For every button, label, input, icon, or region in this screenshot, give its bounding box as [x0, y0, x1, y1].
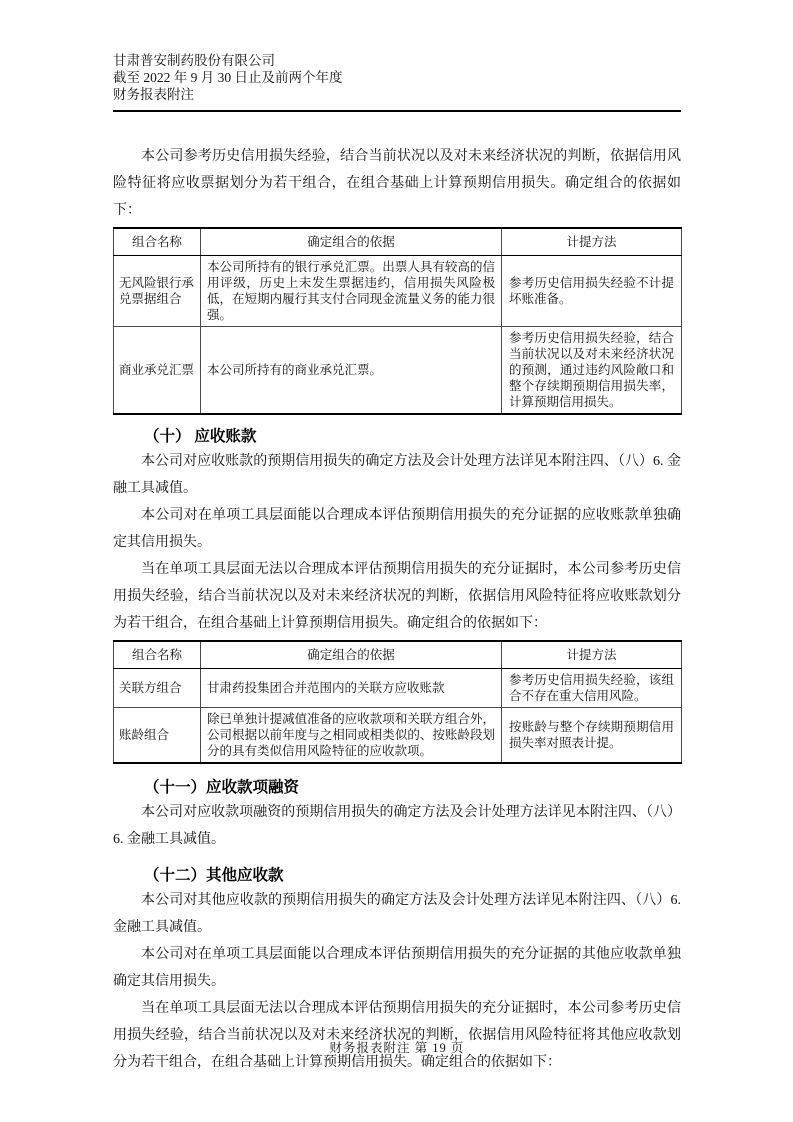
footer-text: 财务报表附注 第 19 页: [329, 1041, 465, 1055]
method-cell: 参考历史信用损失经验，该组合不存在重大信用风险。: [502, 669, 682, 708]
method-cell: 按账龄与整个存续期预期信用损失率对照表计提。: [502, 708, 682, 764]
section-paragraph: 当在单项工具层面无法以合理成本评估预期信用损失的充分证据时，本公司参考历史信用损失经验，结合当前状况以及对未来经济状况的判断，依据信用风险特征将其他应收款划分为若干组合，在组合基础上计算预期信用损失。确定组合的依据如下：: [113, 1001, 681, 1070]
table-row: [114, 327, 682, 415]
column-header-method: 计提方法: [502, 228, 682, 256]
receivable-notes-pooling-table: [113, 227, 682, 415]
section-paragraph: 本公司对在单项工具层面能以合理成本评估预期信用损失的充分证据的应收账款单独确定其信用损失。: [113, 508, 681, 550]
page-content: [113, 52, 681, 1076]
basis-cell: 本公司所持有的商业承兑汇票。: [201, 327, 502, 415]
intro-paragraph: 本公司参考历史信用损失经验，结合当前状况以及对未来经济状况的判断，依据信用风险特征将应收票据划分为若干组合，在组合基础上计算预期信用损失。确定组合的依据如下：: [113, 149, 681, 218]
document-title: 财务报表附注: [113, 87, 194, 102]
section-paragraph: 当在单项工具层面无法以合理成本评估预期信用损失的充分证据时，本公司参考历史信用损失经验，结合当前状况以及对未来经济状况的判断，依据信用风险特征将应收账款划分为若干组合，在组合基础上计算预期信用损失。确定组合的依据如下：: [113, 562, 681, 631]
section-accounts-receivable: [113, 426, 681, 637]
company-name: 甘肃普安制药股份有限公司: [113, 53, 275, 68]
table-row: [114, 669, 682, 708]
table-row: [114, 256, 682, 327]
method-cell: 参考历史信用损失经验，结合当前状况以及对未来经济状况的预测，通过违约风险敞口和整个存续期预期信用损失率，计算预期信用损失。: [502, 327, 682, 415]
basis-cell: 除已单独计提减值准备的应收款项和关联方组合外，公司根据以前年度与之相同或相类似的、按账龄段划分的具有类似信用风险特征的应收款项。: [201, 708, 502, 764]
portfolio-name-cell: 商业承兑汇票: [114, 327, 201, 415]
table-header-row: [114, 641, 682, 669]
section-heading-12: （十二）其他应收款: [144, 867, 284, 884]
section-heading-10: （十） 应收账款: [144, 428, 257, 445]
section-paragraph: 本公司对应收款项融资的预期信用损失的确定方法及会计处理方法详见本附注四、（八）6. 金融工具减值。: [113, 805, 681, 847]
column-header-basis: 确定组合的依据: [201, 228, 502, 256]
column-header-method: 计提方法: [502, 641, 682, 669]
report-period: 截至 2022 年 9 月 30 日止及前两个年度: [113, 70, 343, 85]
section-paragraph: 本公司对其他应收款的预期信用损失的确定方法及会计处理方法详见本附注四、（八）6. 金融工具减值。: [113, 893, 681, 935]
column-header-portfolio-name: 组合名称: [114, 228, 201, 256]
table-header-row: [114, 228, 682, 256]
portfolio-name-cell: 账龄组合: [114, 708, 201, 764]
basis-cell: 甘肃药投集团合并范围内的关联方应收账款: [201, 669, 502, 708]
header-divider: [113, 110, 681, 112]
table-row: [114, 708, 682, 764]
portfolio-name-cell: 无风险银行承兑票据组合: [114, 256, 201, 327]
basis-cell: 本公司所持有的银行承兑汇票。出票人具有较高的信用评级，历史上未发生票据违约，信用损失风险极低，在短期内履行其支付合同现金流量义务的能力很强。: [201, 256, 502, 327]
accounts-receivable-pooling-table: [113, 640, 682, 764]
section-heading-11: （十一）应收款项融资: [144, 779, 300, 796]
column-header-portfolio-name: 组合名称: [114, 641, 201, 669]
section-receivables-financing: [113, 777, 681, 853]
section-paragraph: 本公司对在单项工具层面能以合理成本评估预期信用损失的充分证据的其他应收款单独确定其信用损失。: [113, 947, 681, 989]
section-paragraph: 本公司对应收账款的预期信用损失的确定方法及会计处理方法详见本附注四、（八）6. 金融工具减值。: [113, 454, 681, 496]
portfolio-name-cell: 关联方组合: [114, 669, 201, 708]
page-footer: [113, 1038, 681, 1056]
method-cell: 参考历史信用损失经验不计提坏账准备。: [502, 256, 682, 327]
column-header-basis: 确定组合的依据: [201, 641, 502, 669]
document-header: [113, 52, 681, 103]
